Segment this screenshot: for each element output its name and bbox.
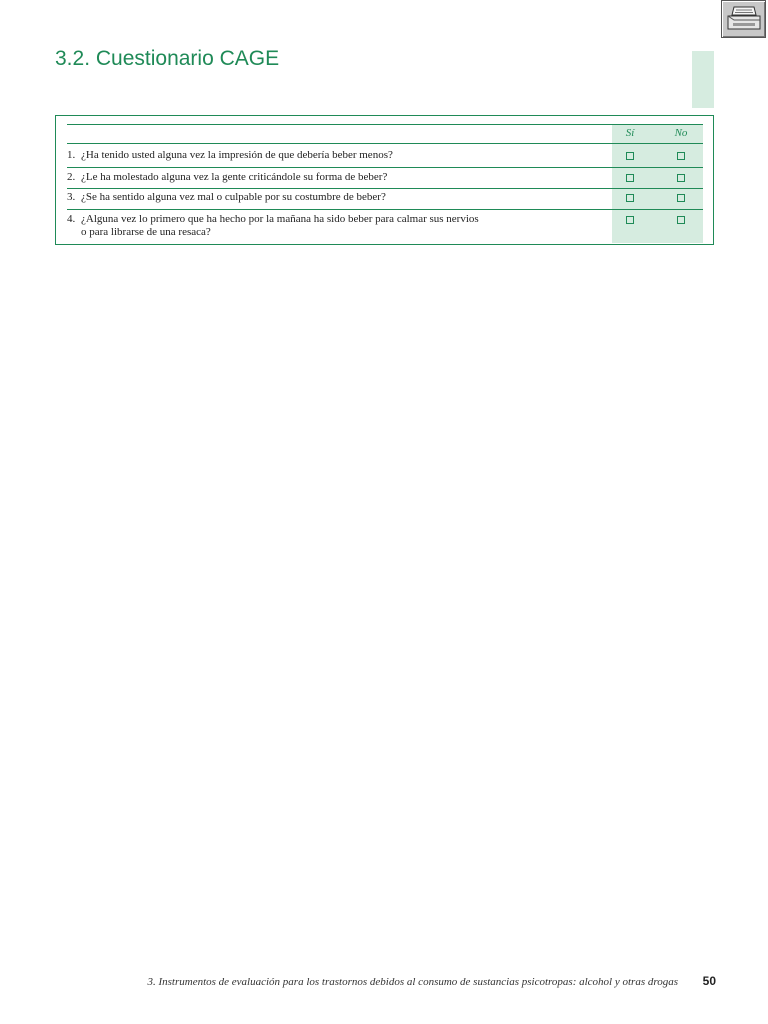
answer-si-checkbox[interactable] bbox=[626, 152, 634, 160]
answer-no-checkbox[interactable] bbox=[677, 216, 685, 224]
question-text: ¿Le ha molestado alguna vez la gente criticándole su forma de beber? bbox=[81, 171, 388, 183]
answer-no-checkbox[interactable] bbox=[677, 194, 685, 202]
answer-si-checkbox[interactable] bbox=[626, 216, 634, 224]
question-number: 3. bbox=[67, 191, 76, 203]
table-top-rule bbox=[67, 124, 703, 125]
section-title: 3.2. Cuestionario CAGE bbox=[55, 47, 280, 70]
answer-no-checkbox[interactable] bbox=[677, 152, 685, 160]
answer-si-checkbox[interactable] bbox=[626, 194, 634, 202]
row-divider bbox=[67, 188, 703, 189]
table-header-rule bbox=[67, 143, 703, 144]
print-button[interactable] bbox=[721, 0, 766, 38]
question-text: ¿Alguna vez lo primero que ha hecho por la mañana ha sido beber para calmar sus nervios o para librarse de una resaca? bbox=[81, 213, 479, 238]
printer-icon bbox=[725, 3, 763, 35]
side-tab bbox=[692, 51, 714, 108]
page-number: 50 bbox=[702, 974, 716, 988]
row-divider bbox=[67, 167, 703, 168]
question-text: ¿Ha tenido usted alguna vez la impresión de que debería beber menos? bbox=[81, 149, 393, 161]
footer-chapter-title: 3. Instrumentos de evaluación para los trastornos debidos al consumo de sustancias psicotropas: alcohol y otras drogas bbox=[147, 976, 678, 988]
question-number: 1. bbox=[67, 149, 76, 161]
row-divider bbox=[67, 209, 703, 210]
cage-questionnaire-table bbox=[55, 115, 714, 245]
question-number: 2. bbox=[67, 171, 76, 183]
question-number: 4. bbox=[67, 213, 76, 225]
answer-no-checkbox[interactable] bbox=[677, 174, 685, 182]
answer-si-checkbox[interactable] bbox=[626, 174, 634, 182]
question-text: ¿Se ha sentido alguna vez mal o culpable por su costumbre de beber? bbox=[81, 191, 386, 203]
column-header-si: Sí bbox=[625, 127, 635, 139]
column-header-no: No bbox=[674, 127, 688, 139]
